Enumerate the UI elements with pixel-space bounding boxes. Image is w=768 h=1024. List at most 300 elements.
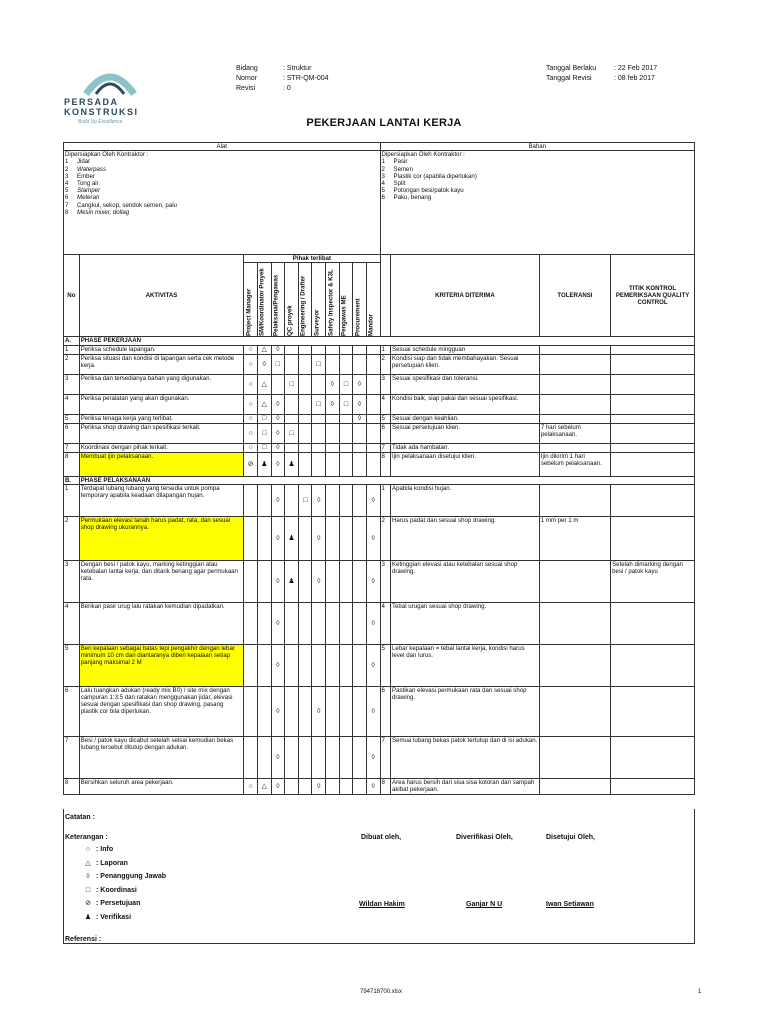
role-symbol <box>339 736 353 778</box>
row-number: 3 <box>64 560 80 602</box>
role-symbol <box>298 423 312 443</box>
role-symbol <box>298 374 312 394</box>
role-symbol <box>339 560 353 602</box>
disetujui-label: Disetujui Oleh, <box>546 834 596 841</box>
role-symbol <box>312 736 326 778</box>
pihak-terlibat-header: Pihak terlibat <box>244 255 380 263</box>
legend-symbol-icon: ♟ <box>84 913 92 921</box>
bahan-item-label: Potongan besi/patok kayu <box>393 187 464 195</box>
bahan-intro: Dipersiapkan Oleh Kontraktor : <box>381 151 465 159</box>
role-symbol <box>285 443 299 452</box>
kriteria-number: 8 <box>380 778 390 794</box>
kriteria-cell: Area harus bersih dari sisa sisa kotoran dan sampah akibat pekerjaan. <box>391 778 540 794</box>
toleransi-cell <box>539 443 610 452</box>
role-symbol: □ <box>339 374 353 394</box>
titik-kontrol-cell <box>611 452 695 476</box>
alat-item <box>65 158 379 165</box>
table-row <box>64 345 695 354</box>
role-symbol <box>271 374 285 394</box>
role-symbol <box>339 644 353 686</box>
role-symbol <box>339 686 353 736</box>
kriteria-cell: Sesuai persetujuan klien. <box>391 423 540 443</box>
bahan-item-label: Plastik cor (apabila diperlukan) <box>393 172 477 180</box>
tanggal-berlaku-label: Tanggal Berlaku <box>546 65 597 72</box>
role-symbol <box>353 686 367 736</box>
role-symbol: ◊ <box>312 560 326 602</box>
role-symbol: △ <box>257 374 271 394</box>
role-symbol <box>366 394 380 414</box>
role-symbol <box>339 452 353 476</box>
role-symbol <box>326 736 340 778</box>
role-symbol: ◊ <box>353 374 367 394</box>
alat-item-number: 3 <box>65 172 69 180</box>
role-symbol <box>339 516 353 560</box>
role-symbol <box>326 484 340 516</box>
role-symbol <box>244 644 258 686</box>
col-toleransi-header: TOLERANSI <box>539 255 610 337</box>
role-symbol: ○ <box>244 443 258 452</box>
bahan-item-number: 2 <box>381 165 385 173</box>
row-number: 3 <box>64 374 80 394</box>
role-symbol <box>366 354 380 374</box>
role-symbol: ○ <box>244 374 258 394</box>
role-symbol <box>353 452 367 476</box>
role-symbol <box>353 345 367 354</box>
alat-bahan-body-row <box>64 151 695 255</box>
alat-heading: Alat <box>64 143 381 151</box>
table-row <box>64 516 695 560</box>
role-symbol <box>312 644 326 686</box>
role-symbol <box>326 452 340 476</box>
role-symbol <box>339 414 353 423</box>
signer-name-1: Wildan Hakim <box>359 901 405 908</box>
role-symbol <box>339 778 353 794</box>
table-row <box>64 452 695 476</box>
bahan-item <box>382 194 693 201</box>
alat-item <box>65 173 379 180</box>
role-symbol: △ <box>257 394 271 414</box>
col-no-header: No <box>64 255 80 337</box>
role-symbol: ◊ <box>271 443 285 452</box>
role-symbol: □ <box>257 423 271 443</box>
phase-row <box>64 476 695 484</box>
kriteria-number: 5 <box>380 644 390 686</box>
legend-label: : Info <box>96 846 114 853</box>
role-symbol: □ <box>298 484 312 516</box>
role-symbol <box>326 414 340 423</box>
bahan-item <box>382 166 693 173</box>
kriteria-cell: Semua lubang bekas patok tertutup dan di isi adukan. <box>391 736 540 778</box>
aktivitas-cell: Besi / patok kayu dicabut setelah selsai kemudian bekas lubang tersebut ditutup dengan adukan. <box>79 736 244 778</box>
bahan-item <box>382 158 693 165</box>
role-symbol: ○ <box>244 354 258 374</box>
role-symbol <box>298 414 312 423</box>
alat-list-cell <box>64 151 381 255</box>
role-header: Procurement <box>353 263 367 337</box>
kriteria-cell: Sesuai spesifikasi dan toleransi. <box>391 374 540 394</box>
role-symbol <box>244 516 258 560</box>
toleransi-cell: Ijin dikirim 1 hari sebelum pelaksanaan. <box>539 452 610 476</box>
legend-label: : Laporan <box>96 859 128 867</box>
titik-kontrol-cell <box>611 414 695 423</box>
role-symbol <box>366 414 380 423</box>
kriteria-cell: Harus padat dan sesuai shop drawing. <box>391 516 540 560</box>
role-symbol: ◊ <box>353 394 367 414</box>
alat-item-label: Ember <box>77 172 95 180</box>
role-symbol <box>298 394 312 414</box>
titik-kontrol-cell <box>611 374 695 394</box>
role-symbol: ◊ <box>326 394 340 414</box>
kriteria-number: 7 <box>380 443 390 452</box>
kriteria-number: 6 <box>380 686 390 736</box>
aktivitas-cell: Bersihkan seluruh area pekerjaan. <box>79 778 244 794</box>
role-symbol <box>339 345 353 354</box>
role-symbol <box>244 686 258 736</box>
toleransi-cell <box>539 778 610 794</box>
referensi-label: Referensi : <box>65 936 102 943</box>
role-symbol: ♟ <box>257 452 271 476</box>
phase-code: A. <box>64 337 80 345</box>
col-aktivitas-header: AKTIVITAS <box>79 255 244 337</box>
kriteria-number: 2 <box>380 516 390 560</box>
role-symbol <box>257 686 271 736</box>
role-symbol <box>285 644 299 686</box>
role-symbol: ◊ <box>271 686 285 736</box>
row-number: 1 <box>64 484 80 516</box>
logo-arc-icon <box>82 66 138 96</box>
role-symbol: △ <box>257 778 271 794</box>
role-symbol <box>298 452 312 476</box>
aktivitas-cell: Periksa situasi dan kondisi di lapangan serta cek metode kerja. <box>79 354 244 374</box>
phase-row <box>64 337 695 345</box>
signer-name-2: Ganjar N U <box>466 901 503 908</box>
role-symbol <box>285 354 299 374</box>
titik-kontrol-cell <box>611 516 695 560</box>
alat-item-label: Stamper <box>77 187 101 195</box>
titik-kontrol-cell <box>611 602 695 644</box>
pihak-header-row <box>64 255 695 263</box>
role-symbol <box>339 602 353 644</box>
role-symbol <box>298 560 312 602</box>
role-symbol <box>257 516 271 560</box>
role-symbol <box>366 443 380 452</box>
toleransi-cell <box>539 414 610 423</box>
row-number: 1 <box>64 345 80 354</box>
phase-label: PHASE PEKERJAAN <box>79 337 694 345</box>
role-symbol <box>326 686 340 736</box>
table-row <box>64 778 695 794</box>
aktivitas-cell: Periksa dan tersedianya bahan yang digunakan. <box>79 374 244 394</box>
row-number: 5 <box>64 414 80 423</box>
kriteria-cell: Lebar kepalaan = tebal lantai kerja, kondisi harus level dan lurus. <box>391 644 540 686</box>
header-values-left <box>283 64 329 94</box>
role-symbol: □ <box>257 443 271 452</box>
keterangan-label: Keterangan : <box>65 834 108 841</box>
table-row <box>64 414 695 423</box>
bahan-list <box>382 158 693 201</box>
kriteria-cell: Tebal urugan sesuai shop drawing. <box>391 602 540 644</box>
table-row <box>64 560 695 602</box>
kriteria-number: 7 <box>380 736 390 778</box>
bahan-item <box>382 173 693 180</box>
alat-item <box>65 180 379 187</box>
inspection-table <box>63 142 695 795</box>
bahan-item-label: Semen <box>393 165 413 173</box>
kriteria-number: 5 <box>380 414 390 423</box>
toleransi-cell <box>539 345 610 354</box>
role-symbol <box>366 345 380 354</box>
toleransi-cell <box>539 686 610 736</box>
bahan-list-cell <box>380 151 694 255</box>
role-symbol: □ <box>271 354 285 374</box>
titik-kontrol-cell <box>611 423 695 443</box>
role-header: Project Manager <box>244 263 258 337</box>
alat-item-label: Waterpass <box>77 165 107 173</box>
role-symbol: ◊ <box>366 516 380 560</box>
bahan-item-number: 6 <box>381 194 385 202</box>
role-symbol <box>353 484 367 516</box>
catatan-label: Catatan : <box>65 814 95 821</box>
role-symbol: ○ <box>244 778 258 794</box>
role-symbol <box>353 560 367 602</box>
role-symbol: ◊ <box>366 484 380 516</box>
kriteria-cell: Sesuai dengan keahlian. <box>391 414 540 423</box>
alat-item-label: Cangkul, sekop, sendok semen, palu <box>77 201 177 209</box>
role-symbol <box>353 602 367 644</box>
role-symbol: ♟ <box>285 516 299 560</box>
aktivitas-cell: Membuat ijin pelaksanaan. <box>79 452 244 476</box>
kriteria-cell: Ketinggian elevasi atau ketebalan sesuai shop drawing. <box>391 560 540 602</box>
titik-kontrol-cell <box>611 644 695 686</box>
role-symbol <box>285 345 299 354</box>
role-symbol: □ <box>257 414 271 423</box>
role-symbol <box>298 354 312 374</box>
role-symbol <box>285 736 299 778</box>
kriteria-cell: Kondisi baik, siap pakai dan sesuai spesifikasi. <box>391 394 540 414</box>
logo-line2: KONSTRUKSI <box>64 107 139 117</box>
kriteria-number: 1 <box>380 345 390 354</box>
titik-kontrol-cell <box>611 394 695 414</box>
row-number: 2 <box>64 354 80 374</box>
table-row <box>64 423 695 443</box>
bahan-item-number: 1 <box>381 158 385 166</box>
aktivitas-cell: Beri kepalaan sebagai batas tepi pengakhir dengan lebar minimum 10 cm dan diantaranya diberi kepalaan setiap panjang maksimal 2 M <box>79 644 244 686</box>
role-symbol <box>326 560 340 602</box>
role-symbol <box>312 345 326 354</box>
role-symbol: ◊ <box>271 560 285 602</box>
legend-label: : Penanggung Jawab <box>96 873 167 881</box>
row-number: 7 <box>64 736 80 778</box>
role-symbol <box>298 736 312 778</box>
aktivitas-cell: Permukaan elevasi tanah harus padat, rata, dan sesuai shop drawing ukurannya. <box>79 516 244 560</box>
tanggal-berlaku-value: : 22 Feb 2017 <box>614 65 658 72</box>
alat-item <box>65 194 379 201</box>
role-symbol <box>353 644 367 686</box>
tanggal-revisi-value: : 08 feb 2017 <box>614 75 655 82</box>
role-symbol: ○ <box>244 394 258 414</box>
table-row <box>64 602 695 644</box>
role-symbol <box>339 484 353 516</box>
table-row <box>64 736 695 778</box>
kriteria-number: 6 <box>380 423 390 443</box>
kriteria-cell: Pastikan elevasi permukaan rata dan sesuai shop drawing. <box>391 686 540 736</box>
role-symbol: ◊ <box>271 516 285 560</box>
role-symbol <box>298 778 312 794</box>
role-symbol: □ <box>312 354 326 374</box>
row-number: 4 <box>64 602 80 644</box>
role-symbol <box>312 423 326 443</box>
toleransi-cell <box>539 394 610 414</box>
toleransi-cell <box>539 736 610 778</box>
role-symbol <box>312 443 326 452</box>
role-symbol: ◊ <box>271 423 285 443</box>
row-number: 6 <box>64 423 80 443</box>
role-symbol: ♟ <box>285 452 299 476</box>
role-symbol <box>244 602 258 644</box>
role-symbol <box>298 345 312 354</box>
role-symbol: □ <box>339 394 353 414</box>
role-symbol: ◊ <box>366 602 380 644</box>
role-symbol: ♟ <box>285 560 299 602</box>
role-symbol <box>366 423 380 443</box>
aktivitas-cell: Periksa tenaga kerja yang terlibat. <box>79 414 244 423</box>
kriteria-number: 3 <box>380 560 390 602</box>
toleransi-cell: 1 mm per 1 m <box>539 516 610 560</box>
titik-kontrol-cell <box>611 736 695 778</box>
role-symbol <box>257 644 271 686</box>
role-symbol <box>285 394 299 414</box>
role-header: Pengawas ME <box>339 263 353 337</box>
role-symbol <box>298 686 312 736</box>
aktivitas-cell: Berikan pasir urug lalu ratakan kemudian dipadatkan. <box>79 602 244 644</box>
role-symbol: ◊ <box>271 736 285 778</box>
phase-label: PHASE PELAKSANAAN <box>79 476 694 484</box>
role-symbol: ◊ <box>326 374 340 394</box>
file-name: 794718700.xlsx <box>360 989 403 995</box>
role-symbol: ◊ <box>366 778 380 794</box>
role-symbol <box>366 374 380 394</box>
bahan-item-number: 4 <box>381 180 385 188</box>
role-symbol <box>339 354 353 374</box>
role-symbol <box>298 516 312 560</box>
row-number: 6 <box>64 686 80 736</box>
role-symbol <box>326 516 340 560</box>
role-symbol <box>312 414 326 423</box>
alat-item-number: 5 <box>65 187 69 195</box>
toleransi-cell <box>539 560 610 602</box>
role-symbol: ⊘ <box>244 452 258 476</box>
role-symbol <box>353 516 367 560</box>
role-symbol <box>312 452 326 476</box>
role-symbol: ◊ <box>353 414 367 423</box>
dibuat-label: Dibuat oleh, <box>361 834 402 841</box>
titik-kontrol-cell <box>611 484 695 516</box>
legend-label: : Verifikasi <box>96 913 132 921</box>
kriteria-cell: Sesuai schedule mingguan <box>391 345 540 354</box>
role-symbol: ◊ <box>257 354 271 374</box>
alat-item-label: Meteran <box>77 194 100 202</box>
legend-symbol-icon: ◊ <box>86 873 90 881</box>
role-symbol: ◊ <box>271 452 285 476</box>
kriteria-cell: Kondisi siap dan tidak membahayakan. Sesuai persetujuan klien. <box>391 354 540 374</box>
role-symbol: △ <box>257 345 271 354</box>
bahan-item-number: 5 <box>381 187 385 195</box>
role-symbol: ◊ <box>312 484 326 516</box>
table-row <box>64 686 695 736</box>
role-symbol <box>244 560 258 602</box>
toleransi-cell <box>539 602 610 644</box>
kriteria-number: 1 <box>380 484 390 516</box>
aktivitas-cell: Periksa schedule lapangan. <box>79 345 244 354</box>
alat-item-number: 6 <box>65 194 69 202</box>
role-symbol <box>326 354 340 374</box>
role-symbol <box>326 778 340 794</box>
table-row <box>64 484 695 516</box>
role-symbol <box>326 443 340 452</box>
role-symbol <box>353 354 367 374</box>
aktivitas-cell: Periksa shop drawing dan spesifikasi terkait. <box>79 423 244 443</box>
header-labels-left <box>236 64 258 94</box>
footer-frame <box>63 809 695 944</box>
table-row <box>64 354 695 374</box>
row-number: 2 <box>64 516 80 560</box>
role-symbol: ◊ <box>271 778 285 794</box>
role-symbol <box>312 374 326 394</box>
role-symbol <box>312 602 326 644</box>
col-titik-kontrol-header: TITIK KONTROL PEMERIKSAAN QUALITY CONTROL <box>611 255 695 337</box>
role-header: Safety Inspector & K3L <box>326 263 340 337</box>
kriteria-number: 3 <box>380 374 390 394</box>
titik-kontrol-cell <box>611 686 695 736</box>
role-symbol <box>353 736 367 778</box>
bahan-item-label: Pasir <box>393 158 408 166</box>
aktivitas-cell: Dengan besi / patok kayu, marking ketinggian atau ketebalan lantai kerja, dan ditarik benang agar permukaan rata. <box>79 560 244 602</box>
role-symbol <box>298 443 312 452</box>
nomor-label: Nomor <box>236 75 258 82</box>
role-symbol <box>244 484 258 516</box>
bahan-item-label: Split <box>393 180 406 188</box>
titik-kontrol-cell <box>611 354 695 374</box>
row-number: 4 <box>64 394 80 414</box>
titik-kontrol-cell <box>611 345 695 354</box>
legend-label: : Koordinasi <box>96 886 137 894</box>
signer-name-3: Iwan Setiawan <box>546 901 594 908</box>
legend-symbol-icon: ○ <box>85 846 91 853</box>
role-symbol <box>326 602 340 644</box>
phase-code: B. <box>64 476 80 484</box>
legend-symbol-icon: □ <box>85 886 91 894</box>
row-number: 8 <box>64 452 80 476</box>
toleransi-cell: 7 hari sebelum pelaksanaan. <box>539 423 610 443</box>
bahan-item <box>382 187 693 194</box>
role-symbol <box>285 414 299 423</box>
role-symbol <box>339 423 353 443</box>
aktivitas-cell: Periksa peralatan yang akan digunakan. <box>79 394 244 414</box>
alat-item-number: 4 <box>65 180 69 188</box>
table-row <box>64 443 695 452</box>
header-values-right <box>614 64 657 84</box>
role-header: SM/Koordinator Proyek <box>257 263 271 337</box>
logo-line1: PERSADA <box>64 97 119 107</box>
toleransi-cell <box>539 644 610 686</box>
role-symbol: ◊ <box>271 345 285 354</box>
alat-list <box>65 158 379 216</box>
kriteria-number: 4 <box>380 602 390 644</box>
bahan-item-number: 3 <box>381 172 385 180</box>
toleransi-cell <box>539 484 610 516</box>
role-symbol <box>326 423 340 443</box>
role-symbol <box>285 484 299 516</box>
